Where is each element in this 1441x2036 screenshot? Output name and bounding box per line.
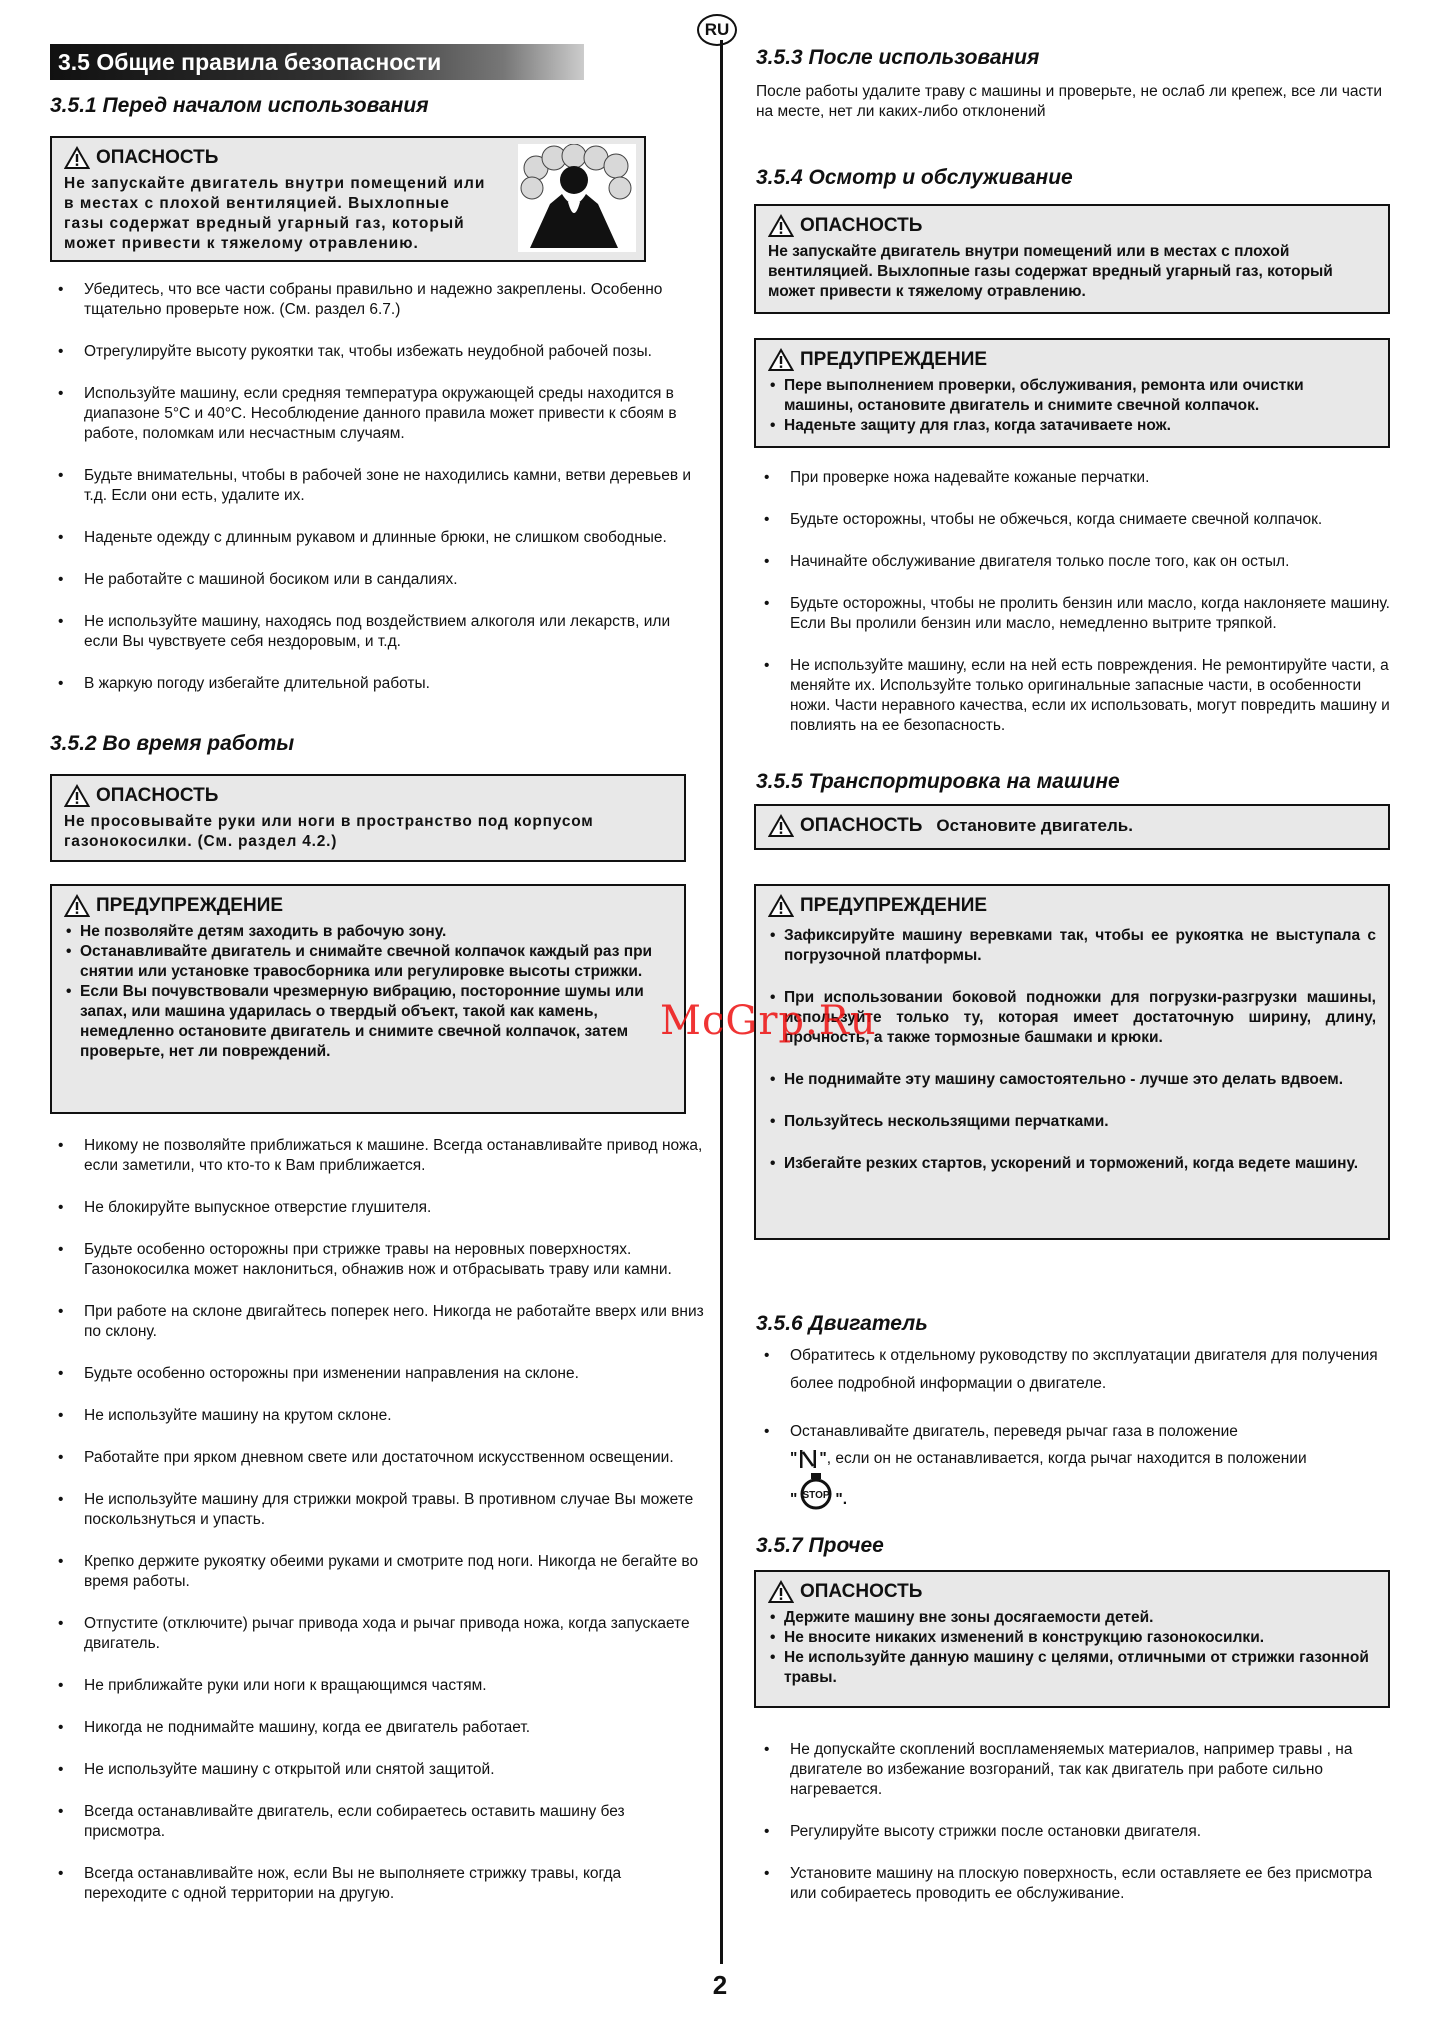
list-item: • Начинайте обслуживание двигателя только после того, как он остыл. bbox=[754, 552, 1394, 572]
warning-box-352 bbox=[50, 884, 686, 1114]
danger-title: ОПАСНОСТЬ bbox=[800, 1581, 923, 1602]
list-item: • При проверке ножа надевайте кожаные перчатки. bbox=[754, 468, 1394, 488]
warning-title: ПРЕДУПРЕЖДЕНИЕ bbox=[800, 349, 988, 370]
list-item: • При работе на склоне двигайтесь поперек него. Никогда не работайте вверх или вниз по склону. bbox=[48, 1302, 704, 1342]
list-356 bbox=[754, 1342, 1392, 1420]
warning-item: • Зафиксируйте машину веревками так, чтобы ее рукоятка не выступала с погрузочной платформы. bbox=[784, 926, 1376, 966]
list-item: • Не используйте машину для стрижки мокрой травы. В противном случае Вы можете поскользнуться и упасть. bbox=[48, 1490, 704, 1530]
list-item: • Не используйте машину, если на ней есть повреждения. Не ремонтируйте части, а меняйте их. Используйте только оригинальные запасные части, в особенности ножи. Части неравного качества, если их использовать, могут повредить машину и повлиять на ее безопасность. bbox=[754, 656, 1394, 736]
heading-352: 3.5.2 Во время работы bbox=[50, 732, 295, 755]
warning-triangle-icon bbox=[768, 814, 794, 838]
danger-item: • Не вносите никаких изменений в конструкцию газонокосилки. bbox=[784, 1628, 1376, 1648]
list-item: • Будьте особенно осторожны при стрижке травы на неровных поверхностях. Газонокосилка может наклониться, обнажив нож и отбрасывать траву или камни. bbox=[48, 1240, 704, 1280]
danger-box-352 bbox=[50, 774, 686, 862]
warning-item: • Наденьте защиту для глаз, когда затачиваете нож. bbox=[784, 416, 1376, 436]
list-357 bbox=[754, 1740, 1394, 1926]
danger-box-355 bbox=[754, 804, 1390, 850]
list-351 bbox=[48, 280, 698, 716]
warning-item: • Избегайте резких стартов, ускорений и торможений, когда ведете машину. bbox=[784, 1154, 1376, 1174]
list-item: • Всегда останавливайте нож, если Вы не выполняете стрижку травы, когда переходите с одной территории на другую. bbox=[48, 1864, 704, 1904]
warning-item: • Пользуйтесь нескользящими перчатками. bbox=[784, 1112, 1376, 1132]
list-item: • Убедитесь, что все части собраны правильно и надежно закреплены. Особенно тщательно проверьте нож. (См. раздел 6.7.) bbox=[48, 280, 698, 320]
warning-item: • Пере выполнением проверки, обслуживания, ремонта или очистки машины, остановите двигатель и снимите свечной колпачок. bbox=[784, 376, 1376, 416]
warning-triangle-icon bbox=[768, 894, 794, 918]
warning-item: • Не позволяйте детям заходить в рабочую зону. bbox=[80, 922, 672, 942]
engine-stop-text-a: Останавливайте двигатель, переведя рычаг газа в положение bbox=[790, 1423, 1238, 1440]
list-item: • Обратитесь к отдельному руководству по эксплуатации двигателя для получения более подробной информации о двигателе. bbox=[754, 1342, 1392, 1398]
list-352 bbox=[48, 1136, 704, 1926]
section-banner: 3.5 Общие правила безопасности bbox=[50, 44, 584, 80]
heading-353: 3.5.3 После использования bbox=[756, 46, 1040, 69]
danger-box-354 bbox=[754, 204, 1390, 314]
list-item: • Не блокируйте выпускное отверстие глушителя. bbox=[48, 1198, 704, 1218]
list-item: • Отрегулируйте высоту рукоятки так, чтобы избежать неудобной рабочей позы. bbox=[48, 342, 698, 362]
warning-title: ПРЕДУПРЕЖДЕНИЕ bbox=[800, 895, 988, 916]
list-item: • Будьте внимательны, чтобы в рабочей зоне не находились камни, ветви деревьев и т.д. Если они есть, удалите их. bbox=[48, 466, 698, 506]
list-354 bbox=[754, 468, 1394, 758]
language-badge: RU bbox=[697, 14, 737, 46]
danger-text: Не запускайте двигатель внутри помещений или в местах с плохой вентиляцией. Выхлопные газы содержат вредный угарный газ, который может привести к тяжелому отравлению. bbox=[768, 243, 1333, 300]
list-item: • Не приближайте руки или ноги к вращающимся частям. bbox=[48, 1676, 704, 1696]
danger-text: Остановите двигатель. bbox=[936, 816, 1133, 835]
list-item: • Используйте машину, если средняя температура окружающей среды находится в диапазоне 5°C и 40°C. Несоблюдение данного правила может привести к сбоям в работе, поломкам или несчастным случаям. bbox=[48, 384, 698, 444]
warning-triangle-icon bbox=[768, 348, 794, 372]
warning-triangle-icon bbox=[768, 1580, 794, 1604]
list-item: • Не работайте с машиной босиком или в сандалиях. bbox=[48, 570, 698, 590]
warning-item: • Не поднимайте эту машину самостоятельно - лучше это делать вдвоем. bbox=[784, 1070, 1376, 1090]
danger-text: Не запускайте двигатель внутри помещений или в местах с плохой вентиляцией. Выхлопные газы содержат вредный угарный газ, который может привести к тяжелому отравлению. bbox=[64, 175, 486, 252]
list-item: • Установите машину на плоскую поверхность, если оставляете ее без присмотра или собираетесь проводить ее обслуживание. bbox=[754, 1864, 1394, 1904]
warning-triangle-icon bbox=[64, 784, 90, 808]
list-item: • Будьте особенно осторожны при изменении направления на склоне. bbox=[48, 1364, 704, 1384]
danger-title: ОПАСНОСТЬ bbox=[96, 785, 219, 806]
heading-357: 3.5.7 Прочее bbox=[756, 1534, 884, 1557]
danger-title: ОПАСНОСТЬ bbox=[96, 147, 219, 168]
warning-title: ПРЕДУПРЕЖДЕНИЕ bbox=[96, 895, 284, 916]
heading-355: 3.5.5 Транспортировка на машине bbox=[756, 770, 1120, 793]
stop-label: STOP bbox=[802, 1490, 830, 1501]
list-item: • Не используйте машину с открытой или снятой защитой. bbox=[48, 1760, 704, 1780]
warning-box-355 bbox=[754, 884, 1390, 1240]
list-item: • Отпустите (отключите) рычаг привода хода и рычаг привода ножа, когда запускаете двигатель. bbox=[48, 1614, 704, 1654]
exhaust-fumes-icon bbox=[518, 144, 636, 252]
list-item: • Будьте осторожны, чтобы не обжечься, когда снимаете свечной колпачок. bbox=[754, 510, 1394, 530]
stop-engine-icon bbox=[797, 1472, 835, 1510]
list-item: • Никому не позволяйте приближаться к машине. Всегда останавливайте привод ножа, если заметили, что кто-то к Вам приближается. bbox=[48, 1136, 704, 1176]
list-item: • Будьте осторожны, чтобы не пролить бензин или масло, когда наклоняете машину. Если Вы пролили бензин или масло, немедленно вытрите тряпкой. bbox=[754, 594, 1394, 634]
warning-triangle-icon bbox=[64, 146, 90, 170]
heading-356: 3.5.6 Двигатель bbox=[756, 1312, 928, 1335]
heading-351: 3.5.1 Перед началом использования bbox=[50, 94, 429, 117]
danger-text: Не просовывайте руки или ноги в пространство под корпусом газонокосилки. (См. раздел 4.2.) bbox=[64, 813, 594, 850]
after-use-text: После работы удалите траву с машины и проверьте, не ослаб ли крепеж, все ли части на месте, нет ли каких-либо отклонений bbox=[756, 83, 1383, 120]
list-item: • Наденьте одежду с длинным рукавом и длинные брюки, не слишком свободные. bbox=[48, 528, 698, 548]
warning-item: • Если Вы почувствовали чрезмерную вибрацию, посторонние шумы или запах, или машина ударилась о твердый объект, такой как камень, немедленно остановите двигатель и снимите свечной колпачок, затем проверьте, нет ли повреждений. bbox=[80, 982, 672, 1062]
warning-triangle-icon bbox=[64, 894, 90, 918]
list-item: • Всегда останавливайте двигатель, если собираетесь оставить машину без присмотра. bbox=[48, 1802, 704, 1842]
danger-item: • Держите машину вне зоны досягаемости детей. bbox=[784, 1608, 1376, 1628]
throttle-slow-icon bbox=[797, 1448, 819, 1470]
list-item: • Никогда не поднимайте машину, когда ее двигатель работает. bbox=[48, 1718, 704, 1738]
list-item: • Не используйте машину, находясь под воздействием алкоголя или лекарств, или если Вы чувствуете себя нездоровым, и т.д. bbox=[48, 612, 698, 652]
danger-title: ОПАСНОСТЬ bbox=[800, 215, 923, 236]
list-item: • В жаркую погоду избегайте длительной работы. bbox=[48, 674, 698, 694]
warning-item: • Останавливайте двигатель и снимайте свечной колпачок каждый раз при снятии или установке травосборника или регулировке высоты стрижки. bbox=[80, 942, 672, 982]
list-item: • Крепко держите рукоятку обеими руками и смотрите под ноги. Никогда не бегайте во время работы. bbox=[48, 1552, 704, 1592]
danger-box-351 bbox=[50, 136, 646, 262]
warning-item: • При использовании боковой подножки для погрузки-разгрузки машины, используйте только ту, которая имеет достаточную ширину, длину, прочность, а также тормозные башмаки и крюки. bbox=[784, 988, 1376, 1048]
danger-item: • Не используйте данную машину с целями, отличными от стрижки газонной травы. bbox=[784, 1648, 1376, 1688]
warning-triangle-icon bbox=[768, 214, 794, 238]
watermark: McGrp.Ru bbox=[660, 998, 877, 1044]
danger-title: ОПАСНОСТЬ bbox=[800, 815, 923, 836]
page-number: 2 bbox=[712, 1970, 728, 2000]
engine-stop-text-b: , если он не останавливается, когда рычаг находится в положении bbox=[826, 1450, 1307, 1467]
list-item: • Не используйте машину на крутом склоне. bbox=[48, 1406, 704, 1426]
engine-stop-item: • Останавливайте двигатель, переведя рычаг газа в положение " " , если он не останавливается, когда рычаг находится в положении " STOP ". bbox=[754, 1422, 1392, 1510]
warning-box-354 bbox=[754, 338, 1390, 448]
danger-box-357 bbox=[754, 1570, 1390, 1708]
list-item: • Работайте при ярком дневном свете или достаточном искусственном освещении. bbox=[48, 1448, 704, 1468]
list-item: • Регулируйте высоту стрижки после остановки двигателя. bbox=[754, 1822, 1394, 1842]
heading-354: 3.5.4 Осмотр и обслуживание bbox=[756, 166, 1073, 189]
list-item: • Не допускайте скоплений воспламеняемых материалов, например травы , на двигателе во избежание возгораний, так как двигатель при работе сильно нагревается. bbox=[754, 1740, 1394, 1800]
